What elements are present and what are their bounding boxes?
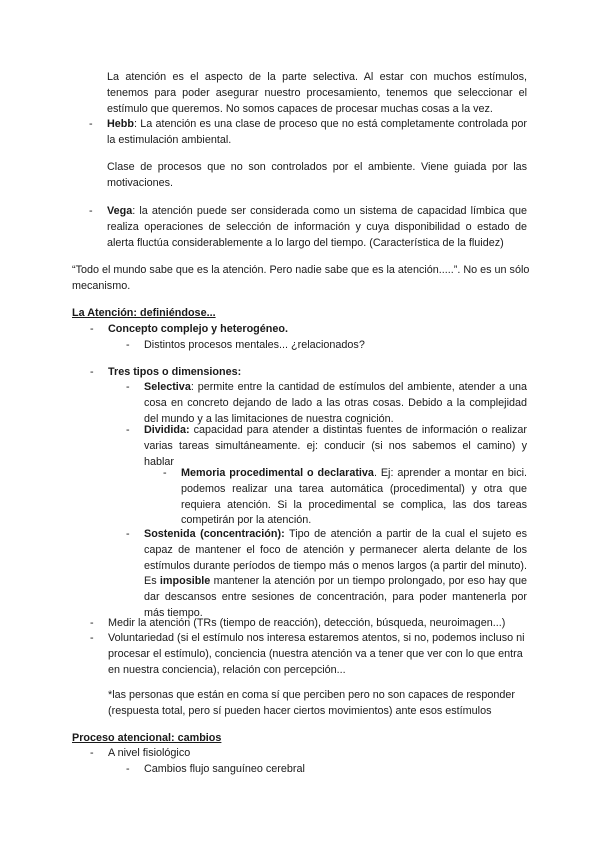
sostenida-name: Sostenida (concentración): xyxy=(144,528,285,540)
nivel-item: A nivel fisiológico xyxy=(108,747,191,759)
memoria-name: Memoria procedimental o declarativa xyxy=(181,467,374,479)
quote-text: “Todo el mundo sabe que es la atención. Pero nadie sabe que es la atención.....”. No es un sólo mecanismo. xyxy=(72,264,530,292)
hebb-item xyxy=(107,117,527,149)
quote-paragraph xyxy=(72,263,532,295)
memoria-item xyxy=(181,466,527,529)
hebb-text-2: Clase de procesos que no son controlados por el ambiente. Viene guiada por las motivaciones. xyxy=(107,161,527,189)
bullet-dash: - xyxy=(126,339,130,351)
hebb-paragraph-2 xyxy=(107,160,527,192)
imposible-word: imposible xyxy=(159,575,211,588)
hebb-name: Hebb xyxy=(107,118,134,130)
sostenida-item xyxy=(144,527,527,622)
tres-tipos-text: Tres tipos o dimensiones: xyxy=(108,366,242,378)
bullet-dash: - xyxy=(126,763,130,775)
dividida-text: capacidad para atender a distintas fuentes de información o realizar varias tareas simultáneamente. ej: conducir (si nos sabemos el camino) y hablar xyxy=(144,424,527,468)
selectiva-text: : permite entre la cantidad de estímulos del ambiente, atender a una cosa en concreto dejando de lado a las otras cosas. Debido a la complejidad del mundo y a las limitaciones de nuestra cognición. xyxy=(144,381,527,425)
hebb-text: : La atención es una clase de proceso que no está completamente controlada por la estimulación ambiental. xyxy=(107,118,527,146)
bullet-dash: - xyxy=(126,424,130,436)
dividida-name: Dividida: xyxy=(144,424,190,436)
distintos-item: Distintos procesos mentales... ¿relacionados? xyxy=(144,339,365,351)
coma-note-text: *las personas que están en coma sí que perciben pero no son capaces de responder (respuesta total, pero sí pueden hacer ciertos movimientos) ante esos estímulos xyxy=(108,689,515,717)
sostenida-text-2: mantener la atención por un tiempo prolongado, por eso hay que dar descansos entre sesiones de concentración, para poder mantenerla por más tiempo. xyxy=(144,575,527,619)
intro-paragraph xyxy=(107,70,527,117)
voluntariedad-item xyxy=(108,631,528,678)
selectiva-item xyxy=(144,380,527,427)
medir-item: Medir la atención (TRs (tiempo de reacción), detección, búsqueda, neuroimagen...) xyxy=(108,617,506,629)
bullet-dash: - xyxy=(89,118,93,130)
bullet-dash: - xyxy=(126,528,130,540)
bullet-dash: - xyxy=(163,467,167,479)
memoria-text: . Ej: aprender a montar en bici. podemos realizar una tarea automática (procedimental) y otra que requiera atención. Si la procedimental se complica, las dos tareas competirán por la atención. xyxy=(181,467,527,527)
concepto-item xyxy=(108,322,288,338)
sostenida-text-1: Tipo de atención a partir de la cual el sujeto es capaz de mantener el foco de atención y permanecer alerta delante de los estímulos durante períodos de tiempo más o menos largos (a partir del minuto). Es xyxy=(144,528,527,588)
coma-note xyxy=(108,688,528,720)
bullet-dash: - xyxy=(90,632,94,644)
tres-tipos-item xyxy=(108,365,241,381)
selectiva-name: Selectiva xyxy=(144,381,191,393)
section-heading-2: Proceso atencional: cambios xyxy=(72,732,222,744)
bullet-dash: - xyxy=(90,323,94,335)
bullet-dash: - xyxy=(90,747,94,759)
vega-name: Vega xyxy=(107,205,133,217)
bullet-dash: - xyxy=(90,366,94,378)
bullet-dash: - xyxy=(90,617,94,629)
cambios-item: Cambios flujo sanguíneo cerebral xyxy=(144,763,305,775)
dividida-item xyxy=(144,423,527,470)
voluntariedad-text: Voluntariedad (si el estímulo nos interesa estaremos atentos, si no, podemos incluso ni procesar el estímulo), conciencia (nuestra atención va a tener que ver con lo que entra en nuestra conciencia), relación con percepción... xyxy=(108,632,525,676)
intro-text: La atención es el aspecto de la parte selectiva. Al estar con muchos estímulos, tenemos para poder asegurar nuestro procesamiento, tenemos que seleccionar el estímulo que queremos. No somos capaces de procesar muchas cosas a la vez. xyxy=(107,71,527,115)
vega-item xyxy=(107,204,527,251)
bullet-dash: - xyxy=(89,205,93,217)
vega-text: : la atención puede ser considerada como un sistema de capacidad límbica que realiza operaciones de selección de información y cuya disponibilidad o estado de alerta fluctúa considerablemente a lo largo del tiempo. (Característica de la fluidez) xyxy=(107,205,527,249)
concepto-text: Concepto complejo y heterogéneo. xyxy=(108,323,288,335)
section-heading: La Atención: definiéndose... xyxy=(72,307,216,319)
bullet-dash: - xyxy=(126,381,130,393)
